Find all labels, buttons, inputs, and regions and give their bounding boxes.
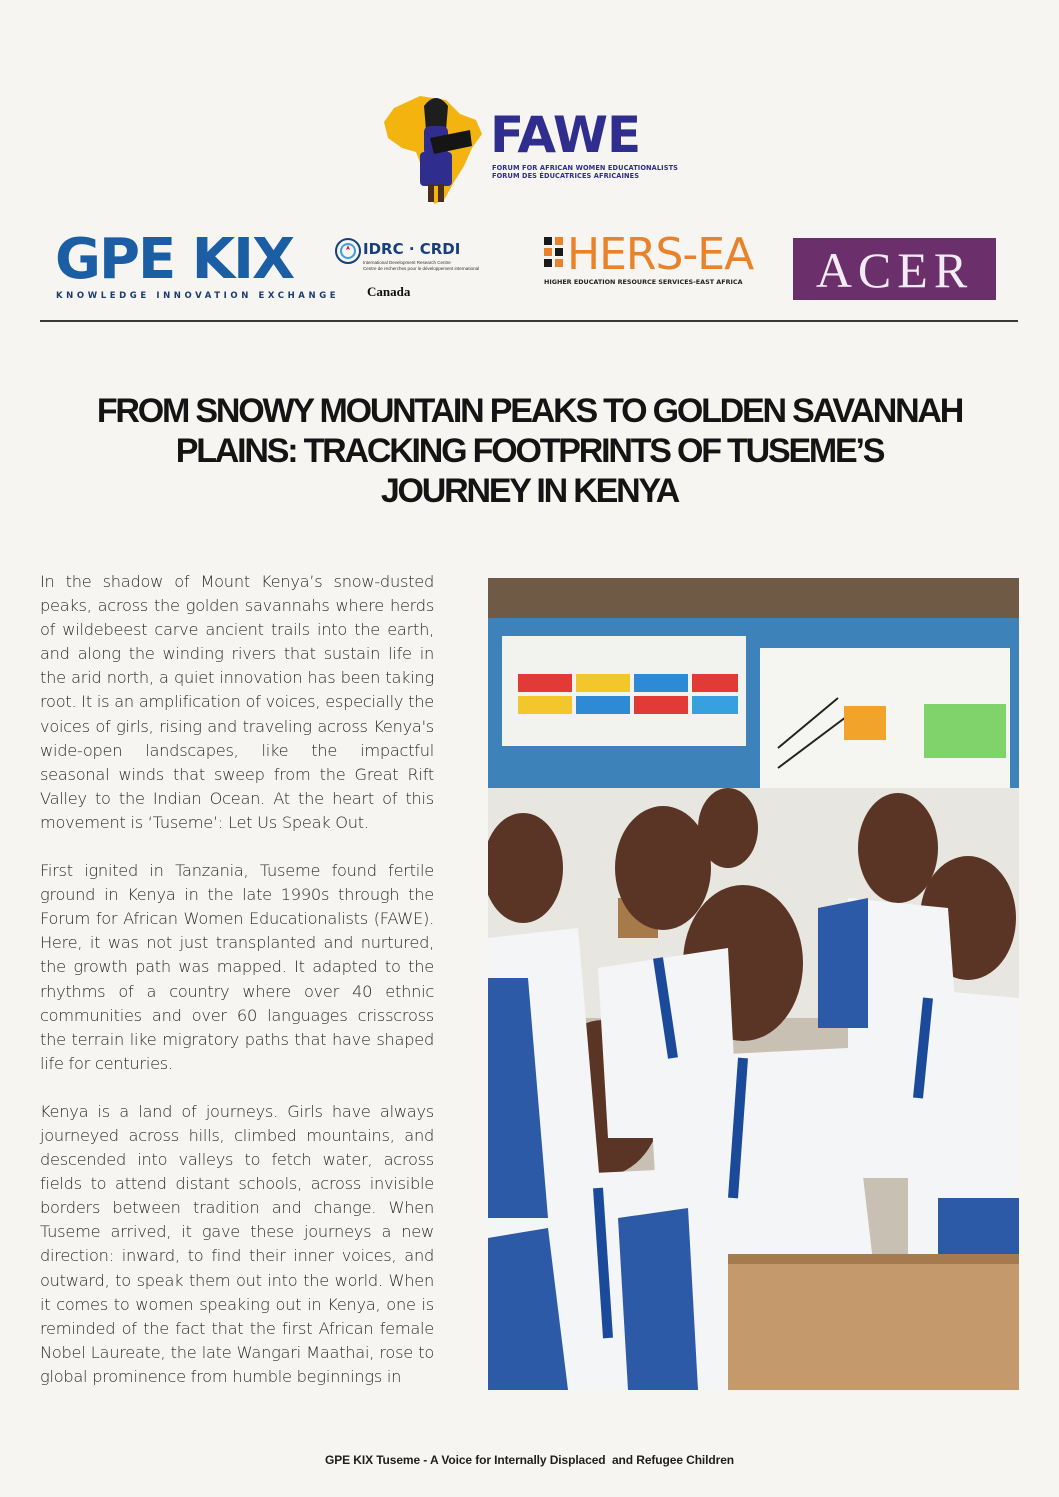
africa-girl-reading-icon — [380, 90, 490, 208]
hers-grid-icon — [543, 236, 565, 276]
idrc-subtitle-en: International Development Research Centre — [363, 260, 451, 265]
hers-ea-logo — [543, 229, 754, 294]
acer-logo — [793, 238, 996, 300]
article-body — [40, 570, 434, 1413]
gpe-kix-tagline: KNOWLEDGE INNOVATION EXCHANGE — [56, 291, 340, 301]
fawe-wordmark: FAWE — [490, 106, 641, 164]
body-paragraph: Kenya is a land of journeys. Girls have always journeyed across hills, climbed mountains, and descended into valleys to fetch water, across fields to attend distant schools, across invisible borders between tradition and change. When Tuseme arrived, it gave these journeys a new direction: inward, to find their inner voices, and outward, to speak them out into the world. When it comes to women speaking out in Kenya, one is reminded of the fact that the first African female Nobel Laureate, the late Wangari Maathai, rose to global prominence from humble beginnings in — [40, 1101, 434, 1386]
body-paragraph: In the shadow of Mount Kenya’s snow-dusted peaks, across the golden savannahs where herds of wildebeest carve ancient trails into the earth, and along the winding rivers that sustain life in the arid north, a quiet innovation has been taking root. It is an amplification of voices, especially the voices of girls, rising and traveling across Kenya's wide-open landscapes, like the impactful seasonal winds that sweep from the Great Rift Valley to the Indian Ocean. At the heart of this movement is ‘Tuseme’: Let Us Speak Out. — [40, 572, 434, 832]
gpe-kix-logo — [55, 227, 340, 305]
acer-wordmark: ACER — [815, 242, 974, 298]
idrc-crdi-logo — [333, 236, 483, 306]
page-footer: GPE KIX Tuseme - A Voice for Internally Displaced and Refugee Children — [325, 1453, 734, 1467]
hers-ea-wordmark: HERS-EA — [567, 229, 754, 280]
canada-wordmark: Canada — [367, 284, 411, 299]
headline-line: FROM SNOWY MOUNTAIN PEAKS TO GOLDEN SAVANNAH — [96, 392, 963, 430]
hers-ea-tagline: HIGHER EDUCATION RESOURCE SERVICES-EAST AFRICA — [544, 278, 743, 286]
fawe-subtitle-en: FORUM FOR AFRICAN WOMEN EDUCATIONALISTS — [492, 164, 679, 172]
article-headline — [40, 391, 1019, 511]
fawe-logo — [380, 90, 680, 208]
idrc-emblem-icon — [335, 238, 361, 264]
idrc-wordmark: IDRC · CRDI — [363, 240, 461, 258]
fawe-subtitle-fr: FORUM DES ÉDUCATRICES AFRICAINES — [492, 172, 640, 180]
headline-line: PLAINS: TRACKING FOOTPRINTS OF TUSEME’S — [175, 432, 884, 470]
header-divider — [40, 320, 1018, 322]
gpe-kix-wordmark: GPE KIX — [55, 227, 294, 292]
headline-line: JOURNEY IN KENYA — [380, 472, 679, 510]
body-paragraph: First ignited in Tanzania, Tuseme found fertile ground in Kenya in the late 1990s through the Forum for African Women Educationalists (FAWE). Here, it was not just transplanted and nurtured, the growth path was mapped. It adapted to the rhythms of a country where over 40 ethnic communities and over 60 languages crisscross the terrain like migratory paths that have shaped life for centuries. — [40, 861, 434, 1073]
classroom-scene-image — [488, 578, 1019, 1390]
schoolgirls-classroom-photo — [488, 578, 1019, 1390]
idrc-subtitle-fr: Centre de recherches pour le développement international — [363, 266, 480, 271]
